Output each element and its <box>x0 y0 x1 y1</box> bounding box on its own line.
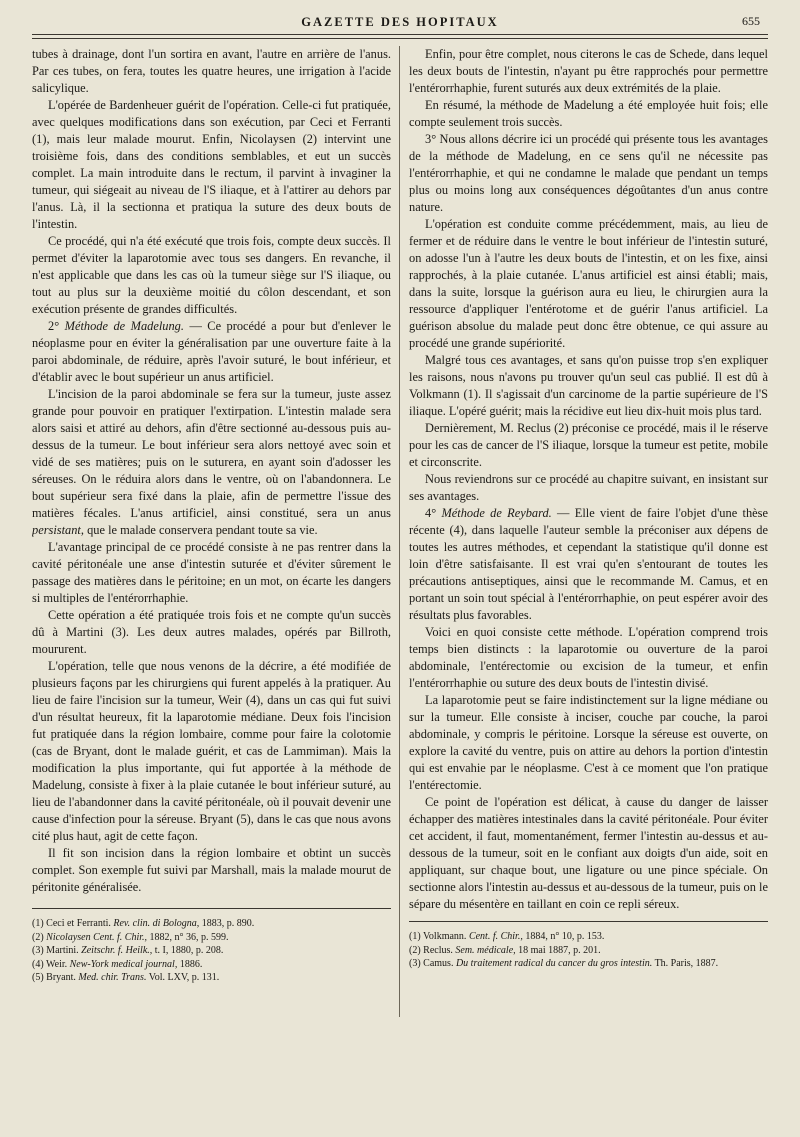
footnote-source: Nicolaysen Cent. f. Chir., <box>46 931 148 943</box>
paragraph: Ce point de l'opération est délicat, à cause du danger de laisser échapper des matières intestinales dans la cavité péritonéale. Pour éviter cet accident, il faut, momentanément, fermer l'intestin au-dessus et au-dessous de la tumeur, soit en le confiant aux doigts d'un aide, soit en appliquant, sur chaque bout, une ligature ou une pince spéciale. On sectionne alors l'intestin au-dessus et au-dessous de la tumeur, puis on le sépare du mésentère en taillant en coin ce repli séreux. <box>409 795 768 911</box>
paragraph: En résumé, la méthode de Madelung a été employée huit fois; elle compte seulement trois succès. <box>409 98 768 129</box>
paragraph: La laparotomie peut se faire indistinctement sur la ligne médiane ou sur la tumeur. Elle consiste à inciser, couche par couche, la paroi abdominale, y compris le péritoine. Lorsque la séreuse est ouverte, on explore la cavité du ventre, puis on attire au dehors la portion d'intestin qui est envahie par le néoplasme. C'est à ce moment que l'on pratique l'entérectomie. <box>409 693 768 792</box>
footnote-number: (2) <box>409 944 421 956</box>
right-column <box>409 46 768 1113</box>
footnote-number: (3) <box>409 958 421 969</box>
paragraph: Enfin, pour être complet, nous citerons le cas de Schede, dans lequel les deux bouts de l'intestin, n'ayant pu être rapprochés pour permettre l'entérorrhaphie, furent suturés aux deux extrémités de la plaie. <box>409 47 768 95</box>
page-number: 655 <box>742 14 760 28</box>
footnote-source: New-York medical journal, <box>69 958 178 970</box>
footnote-ref: 1882, n° 36, p. 599. <box>149 931 229 943</box>
paragraph: Dernièrement, M. Reclus (2) préconise ce procédé, mais il le réserve pour les cas de cancer de l'S iliaque, lorsque la tumeur est petite, mobile et circonscrite. <box>409 421 768 469</box>
text-columns <box>32 46 768 1113</box>
footnote-number: (5) <box>32 972 44 983</box>
paragraph-text: L'incision de la paroi abdominale se fera sur la tumeur, juste assez grande pour pouvoir en pratiquer l'extirpation. L'intestin malade sera alors saisi et attiré au dehors, afin d'être sectionné au-dessous puis au-dessus de la tumeur. Le bout inférieur sera alors nettoyé avec soin et vidé de ses matières; puis on le suturera, en ayant soin d'adosser les séreuses. On le réduira alors dans le ventre, où on l'abandonnera. Le bout supérieur sera fixé dans la plaie, afin de permettre l'issue des matières fécales. L'anus artificiel, ainsi constitué, sera un anus <box>32 387 391 520</box>
footnote-ref: Th. Paris, 1887. <box>654 958 719 969</box>
paragraph: Cette opération a été pratiquée trois fois et ne compte qu'un succès dû à Martini (3). Les deux autres malades, opérés par Billroth, moururent. <box>32 608 391 656</box>
section-number: 4° <box>425 506 437 520</box>
footnote <box>409 957 768 971</box>
footnote-ref: 1884, n° 10, p. 153. <box>525 931 605 942</box>
paragraph: Nous reviendrons sur ce procédé au chapitre suivant, en insistant sur ses avantages. <box>409 472 768 503</box>
paragraph-text: — Ce procédé a pour but d'enlever le néoplasme pour en éviter la généralisation par une ouverture faite à la paroi abdominale, de réduire, après l'avoir suturé, le bout inférieur, et d'établir avec le bout supérieur un anus artificiel. <box>32 319 391 384</box>
footnote <box>409 944 768 958</box>
footnote-number: (3) <box>32 945 44 956</box>
paragraph: L'avantage principal de ce procédé consiste à ne pas rentrer dans la cavité péritonéale une anse d'intestin suturée et d'éviter sûrement le passage des matières dans le péritoine; en un mot, on écarte les dangers si multiples de l'entérorrhaphie. <box>32 540 391 605</box>
footnote-ref: 1883, p. 890. <box>201 918 255 929</box>
page-header <box>32 6 768 35</box>
footnote-author: Reclus. <box>423 944 453 956</box>
footnote-number: (4) <box>32 958 44 970</box>
paragraph: tubes à drainage, dont l'un sortira en avant, l'autre en arrière de l'anus. Par ces tubes, on fera, toutes les quatre heures, une irrigation à l'acide salicylique. <box>32 47 391 95</box>
paragraph: L'opération, telle que nous venons de la décrire, a été modifiée de plusieurs façons par les chirurgiens qui furent appelés à la pratiquer. Au lieu de faire l'incision sur la tumeur, Weir (4), dans un cas qui fut suivi d'un résultat heureux, fit la laparotomie médiane. Deux fois l'incision fut pratiquée dans la région lombaire, comme pour faire la colotomie (cas de Bryant, dont le malade guérit, et cas de Lammiman). Mais la modification la plus importante, qui fut apportée à la méthode de Madelung, consiste à fixer à la plaie cutanée le bout inférieur suturé, au lieu de l'abandonner dans la cavité péritonéale, où il pouvait devenir une cause d'infection pour la séreuse. Bryant (5), dans le cas que nous avons cité plus haut, agit de cette façon. <box>32 659 391 843</box>
footnote-number: (1) <box>32 918 44 929</box>
section-title: Méthode de Madelung. <box>64 319 184 333</box>
italic-term: persistant <box>32 523 81 537</box>
footnote <box>32 917 391 931</box>
paragraph: Malgré tous ces avantages, et sans qu'on puisse trop s'en expliquer les raisons, nous n'avons pu trouver qu'un seul cas publié. Il est dû à Volkmann (1). Il s'agissait d'un carcinome de la partie supérieure de l'S iliaque. L'opéré guérit; mais la récidive eut lieu dix-huit mois plus tard. <box>409 353 768 418</box>
footnote-author: Camus. <box>423 958 454 969</box>
footnote-author: Weir. <box>46 958 68 970</box>
footnote <box>32 958 391 972</box>
left-footnotes <box>32 917 391 985</box>
footnote-source: Cent. f. Chir., <box>468 931 523 942</box>
paragraph-text: , que le malade conservera pendant toute sa vie. <box>80 523 318 537</box>
left-column <box>32 46 391 1113</box>
footnote-ref: 1886. <box>179 958 203 970</box>
footnote-source: Zeitschr. f. Heilk., <box>81 945 153 956</box>
paragraph-madelung <box>32 318 391 386</box>
paragraph: Ce procédé, qui n'a été exécuté que trois fois, compte deux succès. Il permet d'éviter la laparotomie avec tous ses dangers. En revanche, il n'est applicable que dans les cas où la tumeur siège sur l'S iliaque, ou tout au plus sur la deuxième moitié du côlon descendant, et son exécution présente de grandes difficultés. <box>32 234 391 316</box>
footnote <box>409 930 768 944</box>
section-title: Méthode de Reybard. <box>441 506 552 520</box>
footnote-author: Martini. <box>46 945 79 956</box>
journal-title: GAZETTE DES HOPITAUX <box>301 15 499 29</box>
footnote-number: (2) <box>32 931 44 943</box>
footnote <box>32 944 391 958</box>
paragraph-reybard <box>409 505 768 624</box>
footnote-author: Bryant. <box>46 972 76 983</box>
footnote-ref: Vol. LXV, p. 131. <box>148 972 220 983</box>
footnote-ref: 18 mai 1887, p. 201. <box>518 944 601 956</box>
footnote-source: Med. chir. Trans. <box>78 972 147 983</box>
footnote-separator <box>409 921 768 922</box>
footnote <box>32 971 391 985</box>
paragraph <box>32 386 391 539</box>
paragraph: L'opération est conduite comme précédemment, mais, au lieu de fermer et de réduire dans le ventre le bout inférieur de l'intestin suturé, on adosse l'un à l'autre les deux bouts de l'intestin, et on les fixe, ainsi rapprochés, à la plaie cutanée. L'anus artificiel est ainsi établi; mais, dans la suite, lorsque la guérison aura eu lieu, le chirurgien aura la ressource d'appliquer l'entérotome et de guérir l'anus artificiel. La guérison absolue du malade peut donc être obtenue, ce qui assure au procédé une grande supériorité. <box>409 217 768 350</box>
section-number: 2° <box>48 319 60 333</box>
footnote-number: (1) <box>409 931 421 942</box>
paragraph: Il fit son incision dans la région lombaire et obtint un succès complet. Son exemple fut suivi par Marshall, mais la malade mourut de péritonite généralisée. <box>32 846 391 894</box>
footnote-source: Du traitement radical du cancer du gros intestin. <box>455 958 653 969</box>
footnote-source: Rev. clin. di Bologna, <box>113 918 200 929</box>
paragraph-text: — Elle vient de faire l'objet d'une thèse récente (4), dans laquelle l'auteur semble la préconiser aux dépens de toutes les autres méthodes, et cependant la statistique qu'il donne est loin d'être satisfaisante. Il est vrai qu'en s'entourant de toutes les précautions antiseptiques, ainsi que le recommande M. Camus, et en portant un soin tout spécial à l'entérorrhaphie, on peut espérer avoir des résultats plus favorables. <box>409 506 768 622</box>
footnote-source: Sem. médicale, <box>455 944 516 956</box>
footnote-author: Ceci et Ferranti. <box>46 918 111 929</box>
footnote-separator <box>32 908 391 909</box>
paragraph: L'opérée de Bardenheuer guérit de l'opération. Celle-ci fut pratiquée, avec quelques modifications dans son exécution, par Ceci et Ferranti (1), mais leur malade mourut. Enfin, Nicolaysen (2) intervint une troisième fois, dans des conditions semblables, et eut un succès complet. La main introduite dans le rectum, il parvint à invaginer la tumeur, qui siégeait au niveau de l'S iliaque, et à l'attirer au dehors par l'anus. Là, il la sectionna et pratiqua la suture des deux bouts de l'intestin. <box>32 98 391 231</box>
footnote <box>32 931 391 945</box>
header-double-rule <box>32 38 768 39</box>
right-footnotes <box>409 930 768 971</box>
paragraph: 3° Nous allons décrire ici un procédé qui présente tous les avantages de la méthode de Madelung, en ce sens qu'il ne nécessite pas l'entérorrhaphie, et qui ne condamne le malade que pendant un temps plus ou moins long aux conséquences dégoûtantes d'un anus contre nature. <box>409 132 768 214</box>
footnote-author: Volkmann. <box>423 931 467 942</box>
footnote-ref: t. I, 1880, p. 208. <box>154 945 224 956</box>
paragraph: Voici en quoi consiste cette méthode. L'opération comprend trois temps bien distincts : la laparotomie ou ouverture de la paroi abdominale, l'entérectomie ou excision de la tumeur, et enfin l'entérorrhaphie ou suture des deux bouts de l'intestin divisé. <box>409 625 768 690</box>
